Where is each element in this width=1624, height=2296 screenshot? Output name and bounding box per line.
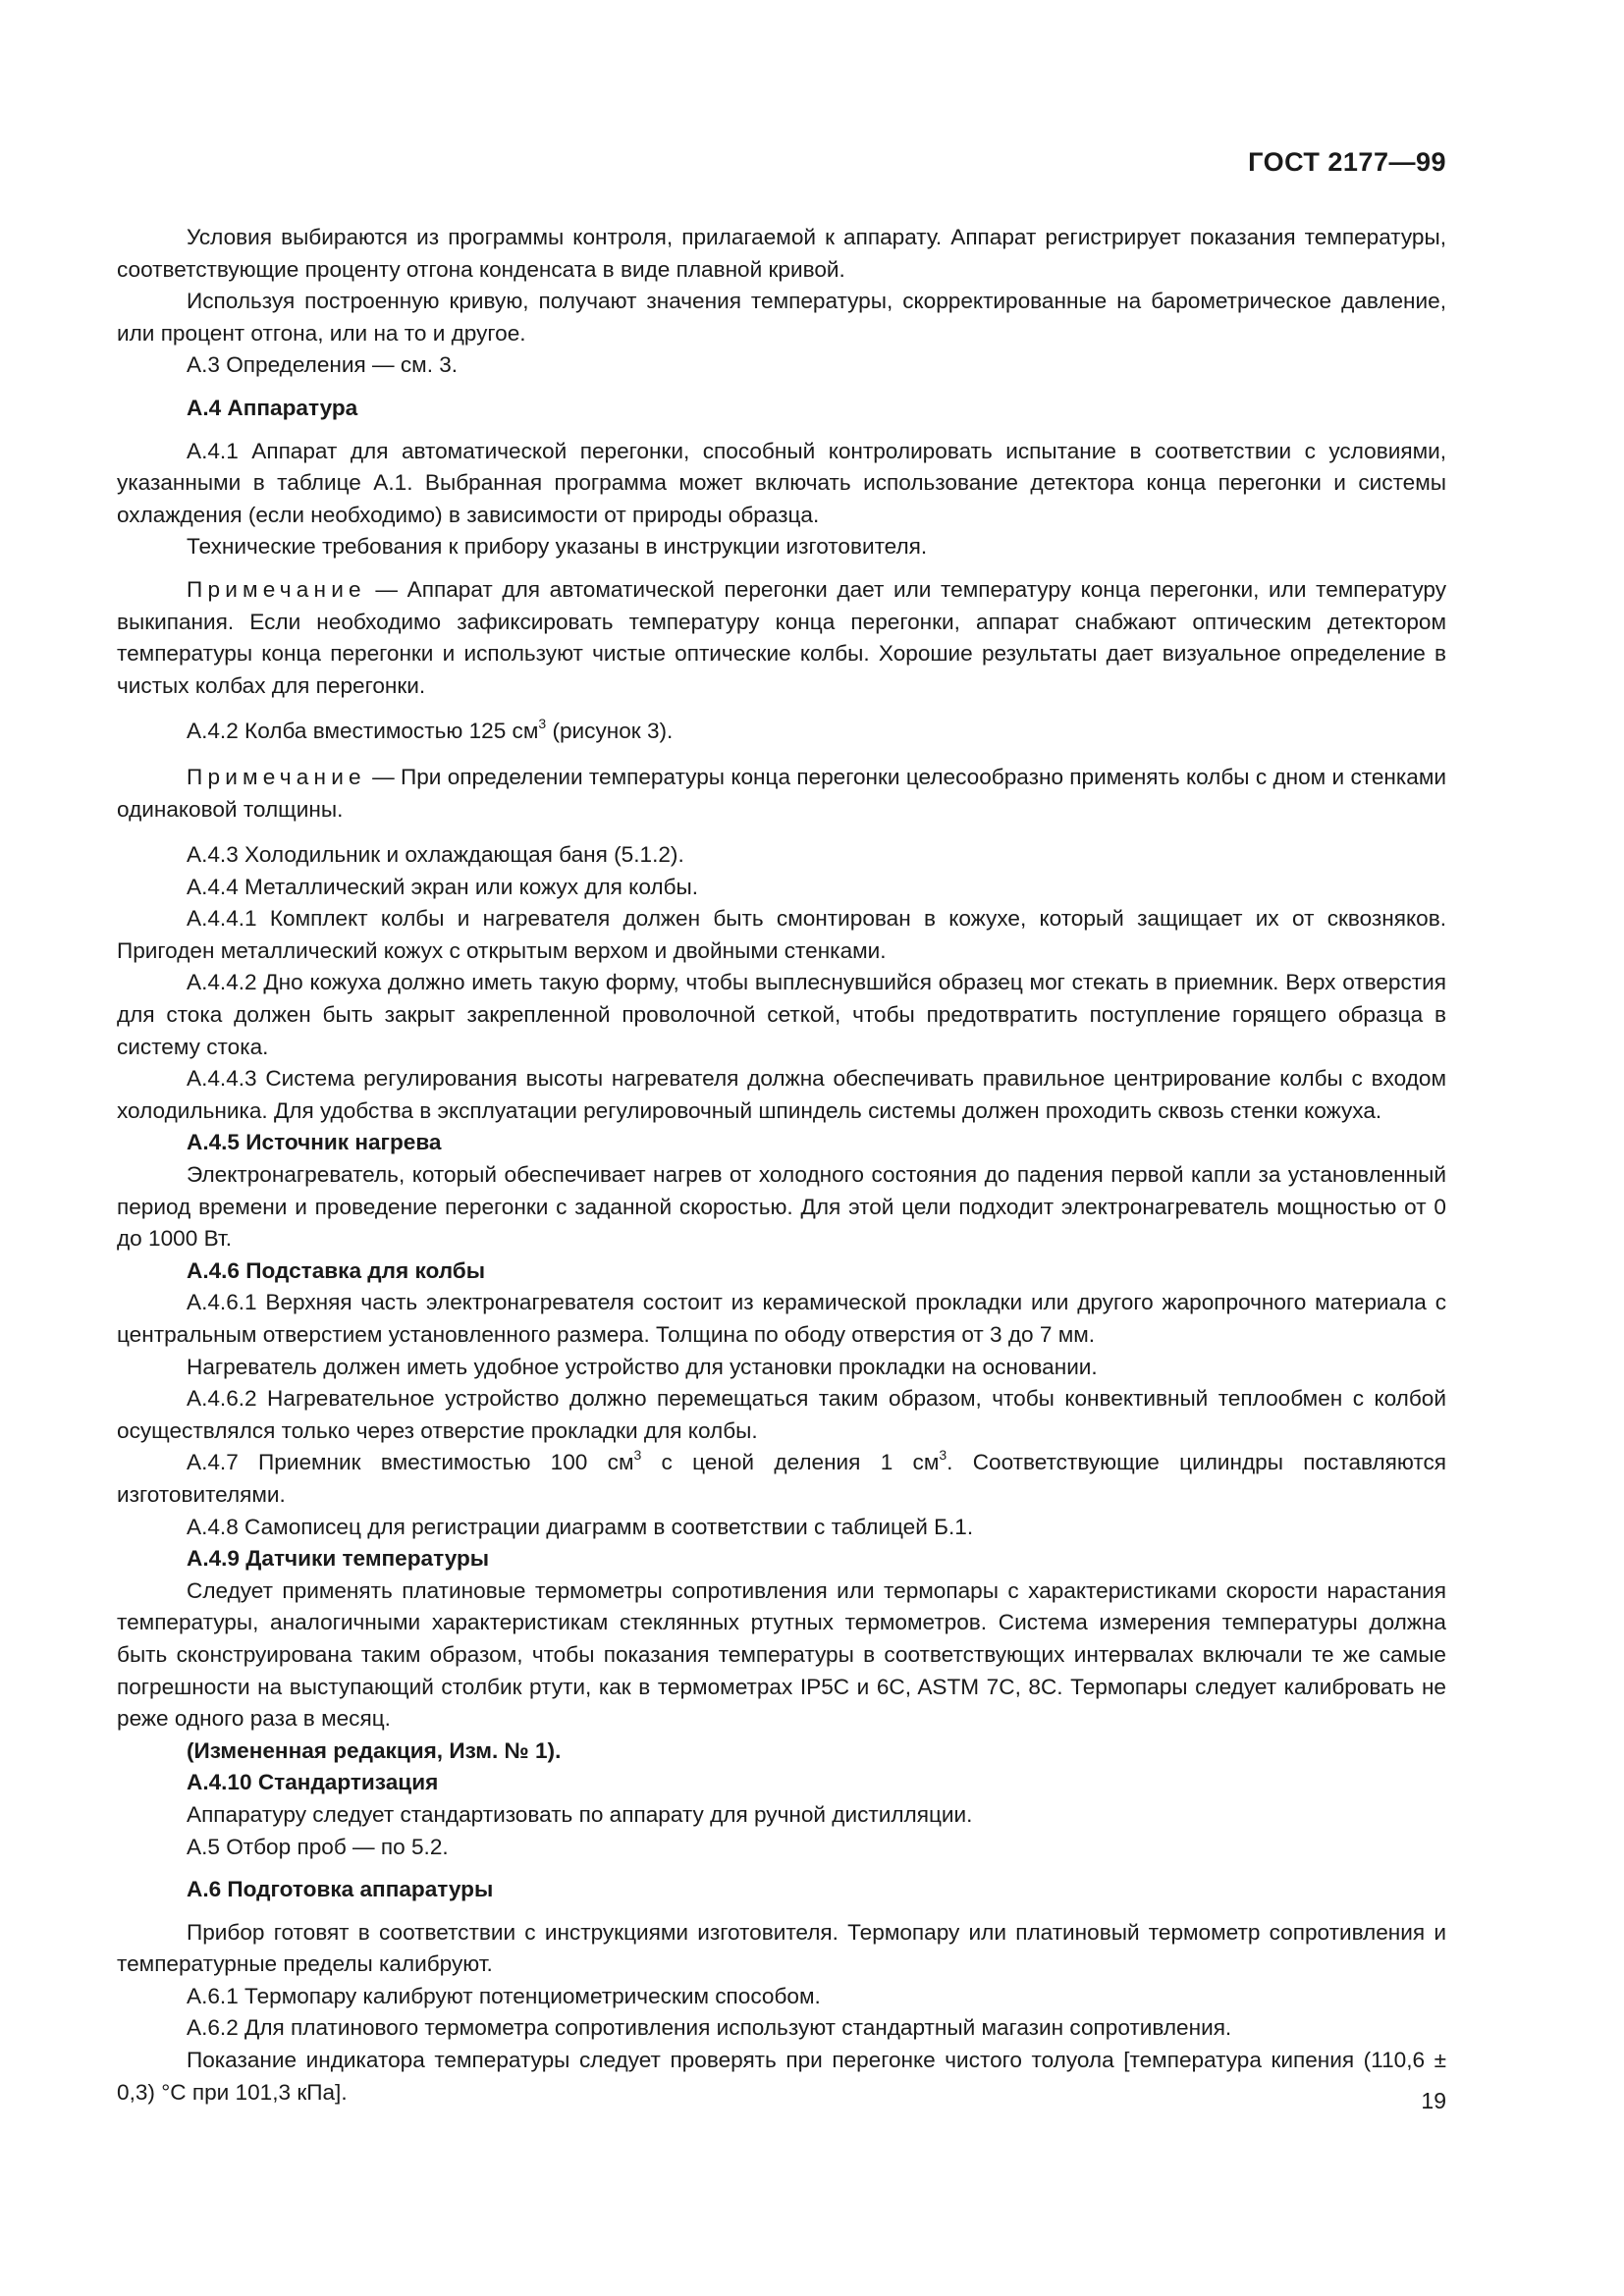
- paragraph-a4-4-2: А.4.4.2 Дно кожуха должно иметь такую форму, чтобы выплеснувшийся образец мог стекать в приемник. Верх отверстия для стока должен быть закрыт закрепленной проволочной сеткой, чтобы предотвратить поступление горящего образца в систему стока.: [117, 970, 1446, 1059]
- paragraph-a4-4-1: А.4.4.1 Комплект колбы и нагревателя должен быть смонтирован в кожухе, который защищает их от сквозняков. Пригоден металлический кожух с открытым верхом и двойными стенками.: [117, 906, 1446, 963]
- paragraph-a4-10: Аппаратуру следует стандартизовать по аппарату для ручной дистилляции.: [187, 1801, 973, 1827]
- paragraph-conditions: Условия выбираются из программы контроля, прилагаемой к аппарату. Аппарат регистрирует показания температуры, соответствующие проценту отгона конденсата в виде плавной кривой.: [117, 225, 1446, 282]
- paragraph-a4-3: А.4.3 Холодильник и охлаждающая баня (5.1.2).: [187, 842, 684, 868]
- note-text: — Аппарат для автоматической перегонки дает или температуру конца перегонки, или температуру выкипания. Если необходимо зафиксировать температуру конца перегонки, аппарат снабжают оптическим детектором температуры конца перегонки и используют чистые оптические колбы. Хорошие результаты дает визуальное определение в чистых колбах для перегонки.: [117, 576, 1446, 698]
- heading-a6: А.6 Подготовка аппаратуры: [187, 1877, 494, 1902]
- paragraph-curve: Используя построенную кривую, получают значения температуры, скорректированные на барометрическое давление, или процент отгона, или на то и другое.: [117, 289, 1446, 346]
- superscript: 3: [633, 1446, 642, 1463]
- paragraph-a4-7: [117, 1447, 1446, 1511]
- paragraph-tech-requirements: Технические требования к прибору указаны в инструкции изготовителя.: [187, 534, 928, 560]
- heading-a4: А.4 Аппаратура: [187, 395, 358, 420]
- heading-a4-5: А.4.5 Источник нагрева: [187, 1130, 442, 1155]
- paragraph-a4-8: А.4.8 Самописец для регистрации диаграмм в соответствии с таблицей Б.1.: [187, 1514, 974, 1539]
- paragraph-toluene: Показание индикатора температуры следует проверять при перегонке чистого толуола [температура кипения (110,6 ± 0,3) °С при 101,3 кПа].: [117, 2048, 1446, 2105]
- paragraph-a4-1: А.4.1 Аппарат для автоматической перегонки, способный контролировать испытание в соответствии с условиями, указанными в таблице А.1. Выбранная программа может включать использование детектора конца перегонки и системы охлаждения (если необходимо) в зависимости от природы образца.: [117, 438, 1446, 527]
- note-1: [117, 574, 1446, 702]
- note-label: Примечание: [187, 764, 366, 789]
- text-fragment: (рисунок 3).: [546, 719, 674, 744]
- note-2: [117, 762, 1446, 826]
- paragraph-a4-6-2: А.4.6.2 Нагревательное устройство должно перемещаться таким образом, чтобы конвективный теплообмен с колбой осуществлялся только через отверстие прокладки для колбы.: [117, 1386, 1446, 1443]
- note-text: — При определении температуры конца перегонки целесообразно применять колбы с дном и стенками одинаковой толщины.: [117, 764, 1446, 822]
- note-label: Примечание: [187, 576, 366, 602]
- paragraph-a5: А.5 Отбор проб — по 5.2.: [187, 1834, 449, 1859]
- superscript: 3: [538, 715, 547, 731]
- paragraph-heater: Нагреватель должен иметь удобное устройство для установки прокладки на основании.: [187, 1354, 1098, 1379]
- text-fragment: с ценой деления 1 см: [641, 1450, 940, 1475]
- superscript: 3: [939, 1446, 947, 1463]
- heading-a4-9: А.4.9 Датчики температуры: [187, 1546, 490, 1572]
- paragraph-a3: А.3 Определения — см. 3.: [187, 352, 459, 378]
- paragraph-a6: Прибор готовят в соответствии с инструкциями изготовителя. Термопару или платиновый термометр сопротивления и температурные пределы калибруют.: [117, 1919, 1446, 1977]
- text-fragment: . Соответствующие цилиндры поставляются изготовителями.: [117, 1450, 1446, 1507]
- paragraph-a6-1: А.6.1 Термопару калибруют потенциометрическим способом.: [187, 1983, 821, 2008]
- paragraph-a4-2: [117, 716, 1446, 748]
- standard-number: ГОСТ 2177—99: [1248, 147, 1446, 177]
- paragraph-a4-5: Электронагреватель, который обеспечивает нагрев от холодного состояния до падения первой капли за установленный период времени и проведение перегонки с заданной скоростью. Для этой цели подходит электронагреватель мощностью от 0 до 1000 Вт.: [117, 1162, 1446, 1252]
- heading-a4-6: А.4.6 Подставка для колбы: [187, 1257, 486, 1283]
- paragraph-a4-9: Следует применять платиновые термометры сопротивления или термопары с характеристиками скорости нарастания температуры, аналогичными характеристикам стеклянных ртутных термометров. Система измерения температуры должна быть сконструирована таким образом, чтобы показания температуры в соответствующих интервалах включали те же самые погрешности на выступающий столбик ртути, как в термометрах IP5C и 6C, ASTM 7C, 8C. Термопары следует калибровать не реже одного раза в месяц.: [117, 1577, 1446, 1732]
- paragraph-a4-4: А.4.4 Металлический экран или кожух для колбы.: [187, 874, 699, 899]
- text-fragment: А.4.2 Колба вместимостью 125 см: [187, 719, 539, 744]
- document-body: [117, 222, 1446, 2109]
- text-fragment: А.4.7 Приемник вместимостью 100 см: [187, 1450, 634, 1475]
- heading-a4-10: А.4.10 Стандартизация: [187, 1770, 439, 1795]
- amendment-note: (Измененная редакция, Изм. № 1).: [187, 1737, 562, 1763]
- paragraph-a4-4-3: А.4.4.3 Система регулирования высоты нагревателя должна обеспечивать правильное центрирование колбы с входом холодильника. Для удобства в эксплуатации регулировочный шпиндель системы должен проходить сквозь стенки кожуха.: [117, 1066, 1446, 1123]
- paragraph-a4-6-1: А.4.6.1 Верхняя часть электронагревателя состоит из керамической прокладки или другого жаропрочного материала с центральным отверстием установленного размера. Толщина по ободу отверстия от 3 до 7 мм.: [117, 1290, 1446, 1347]
- paragraph-a6-2: А.6.2 Для платинового термометра сопротивления используют стандартный магазин сопротивления.: [187, 2015, 1232, 2041]
- page-number: 19: [1421, 2088, 1446, 2113]
